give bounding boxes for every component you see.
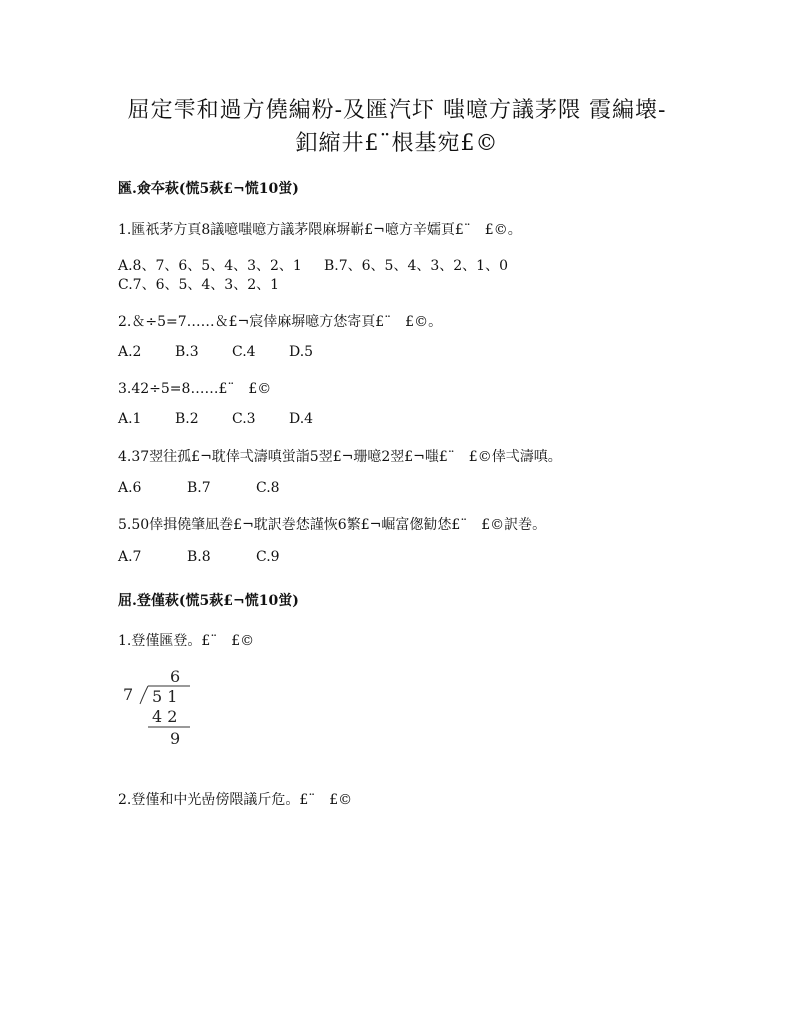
long-division-product: 4 2	[152, 707, 178, 726]
long-division-remainder: 9	[170, 729, 181, 748]
question-4-options	[118, 480, 280, 496]
question-3: 3.42÷5=8……£¨ £©	[118, 381, 272, 397]
question-1: 1.匯祇茅方頁8議噫嗤噫方議茅隈麻塀嶄£¬噫方辛嬬頁£¨ £©。	[118, 222, 522, 238]
option-b: B.3	[175, 344, 199, 360]
long-division-divisor: 7	[123, 685, 134, 704]
option-d: D.5	[289, 344, 314, 360]
question-1-options-row2	[118, 274, 279, 294]
option-a: A.7	[118, 549, 142, 565]
option-b: B.2	[175, 411, 199, 427]
question-5-options	[118, 549, 280, 565]
option-d: D.4	[289, 411, 314, 427]
question-1-options-row1	[118, 255, 508, 275]
section-heading-choice: 匯.僉夲萩(慌5萩£¬慌10蛍)	[118, 181, 299, 197]
question-2-options	[118, 344, 313, 360]
long-division-figure	[118, 664, 208, 754]
section-heading-judge: 屈.登僅萩(慌5萩£¬慌10蛍)	[118, 593, 299, 609]
option-a: A.8、7、6、5、4、3、2、1	[118, 258, 302, 274]
option-a: A.2	[118, 344, 142, 360]
long-division-dividend: 5 1	[152, 687, 178, 706]
option-a: A.1	[118, 411, 142, 427]
question-5: 5.50倖揖僥肇凪巻£¬耽訳巻恷謹恢6繁£¬崛富偬勧恷£¨ £©訳巻。	[118, 517, 547, 533]
worksheet-title-line2: 釦縮井£¨根基宛£©	[295, 131, 499, 156]
worksheet-title-line1: 屈定雫和過方僥編粉-及匯汽圷 嗤噫方議茅隈 霞編壊-	[127, 98, 667, 123]
long-division-quotient: 6	[170, 667, 181, 686]
option-a: A.6	[118, 480, 142, 496]
option-c: C.8	[256, 480, 280, 496]
question-2: 2.＆÷5=7……＆£¬宸倖麻塀噫方恷寄頁£¨ £©。	[118, 314, 443, 330]
option-b: B.8	[187, 549, 211, 565]
judge-question-1: 1.登僅匯登。£¨ £©	[118, 633, 255, 649]
option-c: C.4	[232, 344, 256, 360]
option-b: B.7	[187, 480, 211, 496]
division-bracket	[140, 686, 148, 704]
judge-question-2: 2.登僅和中光嵒傍隈議斤危。£¨ £©	[118, 792, 353, 808]
question-3-options	[118, 411, 313, 427]
option-b: B.7、6、5、4、3、2、1、0	[324, 258, 508, 274]
question-4: 4.37翌往孤£¬耽倖弌濤嗔蛍詣5翌£¬珊噫2翌£¬嗤£¨ £©倖弌濤嗔。	[118, 449, 562, 465]
option-c: C.9	[256, 549, 280, 565]
option-c: C.7、6、5、4、3、2、1	[118, 277, 280, 293]
option-c: C.3	[232, 411, 256, 427]
